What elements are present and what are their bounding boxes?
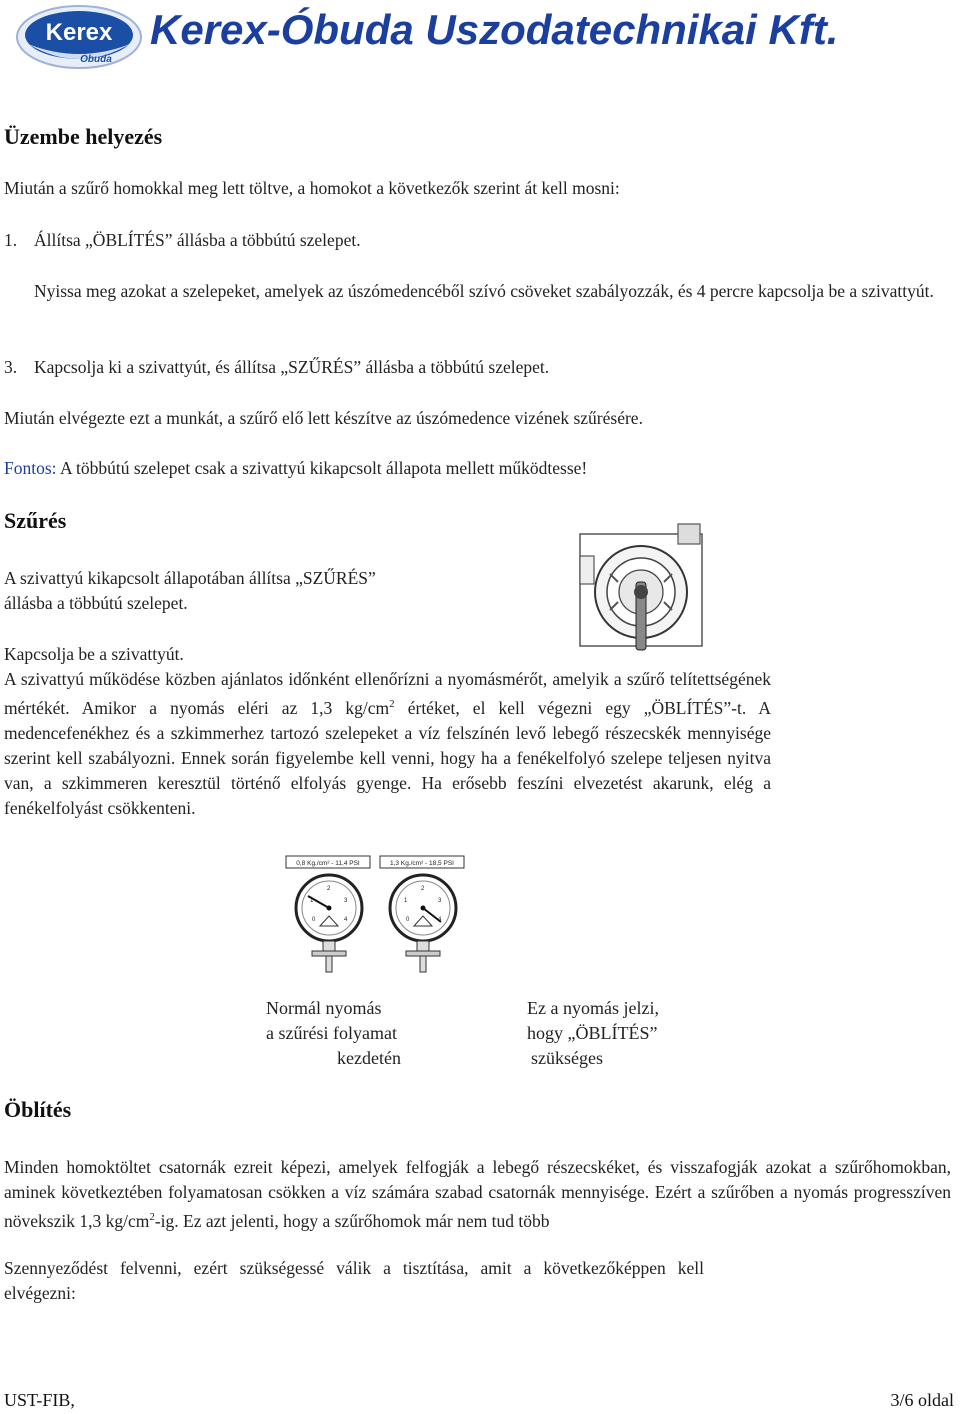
intro-paragraph: Miután a szűrő homokkal meg lett töltve, a homokot a következők szerint át kell mosni: — [4, 178, 620, 198]
szures-paragraph-part1: A szivattyú működése közben ajánlatos időnként ellenőrízni a nyomásmérőt, amelyik a szűrő telítettségének mértékét. Amikor a nyomás eléri az 1,3 kg/cm — [4, 669, 771, 718]
caption2-line2: hogy „ÖBLÍTÉS” — [527, 1023, 658, 1043]
superscript-2-oblites: 2 — [149, 1211, 155, 1223]
step-1-number: 1. — [4, 230, 18, 250]
oblites-paragraph-part1: Minden homoktöltet csatornák ezreit képezi, amelyek felfogják a lebegő részecskéket, és visszafogják azokat a szűrőhomokban, aminek következtében folyamatosan csökken a víz számára szabad csatornák mennyisége. Ezért a szűrőben a nyomás progresszíven növekszik 1,3 kg/cm — [4, 1157, 951, 1231]
caption-normal-pressure — [266, 996, 466, 1071]
step-2-text: Nyissa meg azokat a szelepeket, amelyek az úszómedencéből szívó csöveket szabályozzák, és 4 percre kapcsolja be a szivattyút. — [34, 281, 934, 301]
step-2 — [4, 279, 960, 304]
note-label: Fontos: — [4, 458, 57, 478]
szures-line-1: A szivattyú kikapcsolt állapotában állítsa „SZŰRÉS” — [4, 568, 376, 588]
logo-sub-text: Óbuda — [80, 54, 112, 65]
oblites-paragraph-part2: -ig. Ez azt jelenti, hogy a szűrőhomok már nem tud több — [154, 1210, 550, 1231]
caption2-line1: Ez a nyomás jelzi, — [527, 998, 659, 1018]
gauge1-label: 0,8 Kg./cm² - 11,4 PSI — [296, 860, 360, 867]
multiport-valve-image — [578, 522, 704, 654]
footer-left: UST-FIB, — [4, 1390, 75, 1410]
gauge1-tick-1: 1 — [310, 898, 314, 904]
section-title-szures: Szűrés — [4, 508, 67, 533]
caption-backwash-needed — [527, 996, 727, 1071]
step-3 — [4, 355, 954, 380]
oblites-paragraph — [4, 1155, 951, 1234]
section-title-uzembe-helyezes: Üzembe helyezés — [4, 124, 163, 149]
note-text: A többútú szelepet csak a szivattyú kikapcsolt állapota mellett működtesse! — [56, 458, 588, 478]
section-title-oblites: Öblítés — [4, 1097, 72, 1122]
company-name: Kerex-Óbuda Uszodatechnikai Kft. — [150, 6, 839, 53]
szures-paragraph-part2: értéket, el kell végezni egy „ÖBLÍTÉS”-t. A medencefenékhez és a szkimmerhez tartozó szelepeket a víz felszínén levő lebegő részecskék mennyisége szerint kell szabályozni. Ennek során figyelembe kell venni, hogy ha a fenékelfolyó szelepe teljesen nyitva van, a szkimmeren keresztül történő elfolyás gyenge. Ha erősebb feszíni elvezetést akarunk, elég a fenékelfolyást csökkenteni. — [4, 697, 772, 818]
step-1-text: Állítsa „ÖBLÍTÉS” állásba a többútú szelepet. — [34, 230, 361, 250]
caption1-line2: a szűrési folyamat — [266, 1023, 397, 1043]
gauge1-tick-2: 2 — [327, 886, 331, 892]
gauge2-tick-3: 3 — [438, 898, 442, 904]
gauge2-tick-0: 0 — [406, 917, 410, 923]
caption1-line3: kezdetén — [337, 1048, 401, 1068]
gauge2-tick-4: 4 — [438, 917, 442, 923]
caption2-line3: szükséges — [531, 1048, 603, 1068]
step-1 — [4, 228, 954, 253]
after-paragraph: Miután elvégezte ezt a munkát, a szűrő elő lett készítve az úszómedence vizének szűrésére. — [4, 408, 643, 428]
oblites-paragraph-2-line1 — [4, 1256, 704, 1306]
step-3-number: 3. — [4, 357, 18, 377]
gauge1-tick-0: 0 — [312, 917, 316, 923]
gauge2-tick-2: 2 — [421, 886, 425, 892]
important-note — [4, 456, 954, 481]
superscript-2: 2 — [389, 698, 395, 710]
step-3-text: Kapcsolja ki a szivattyút, és állítsa „SZŰRÉS” állásba a többútú szelepet. — [34, 357, 550, 377]
szures-line-3: Kapcsolja be a szivattyút. — [4, 644, 184, 664]
pressure-gauges-image — [284, 852, 468, 976]
oblites-paragraph-2: Szennyeződést felvenni, ezért szükségessé válik a tisztítása, amit a következőképpen kell elvégezni: — [4, 1258, 704, 1303]
gauge1-tick-3: 3 — [344, 898, 348, 904]
company-logo — [14, 4, 144, 70]
szures-line-2: állásba a többútú szelepet. — [4, 593, 188, 613]
gauge2-tick-1: 1 — [404, 898, 408, 904]
caption1-line1: Normál nyomás — [266, 998, 382, 1018]
gauge2-label: 1,3 Kg./cm² - 18,5 PSI — [390, 860, 454, 867]
step-2-number — [4, 279, 34, 304]
logo-brand-text: Kerex — [45, 19, 113, 46]
gauge1-tick-4: 4 — [344, 917, 348, 923]
szures-paragraph — [4, 667, 771, 821]
page-number: 3/6 oldal — [890, 1390, 954, 1410]
